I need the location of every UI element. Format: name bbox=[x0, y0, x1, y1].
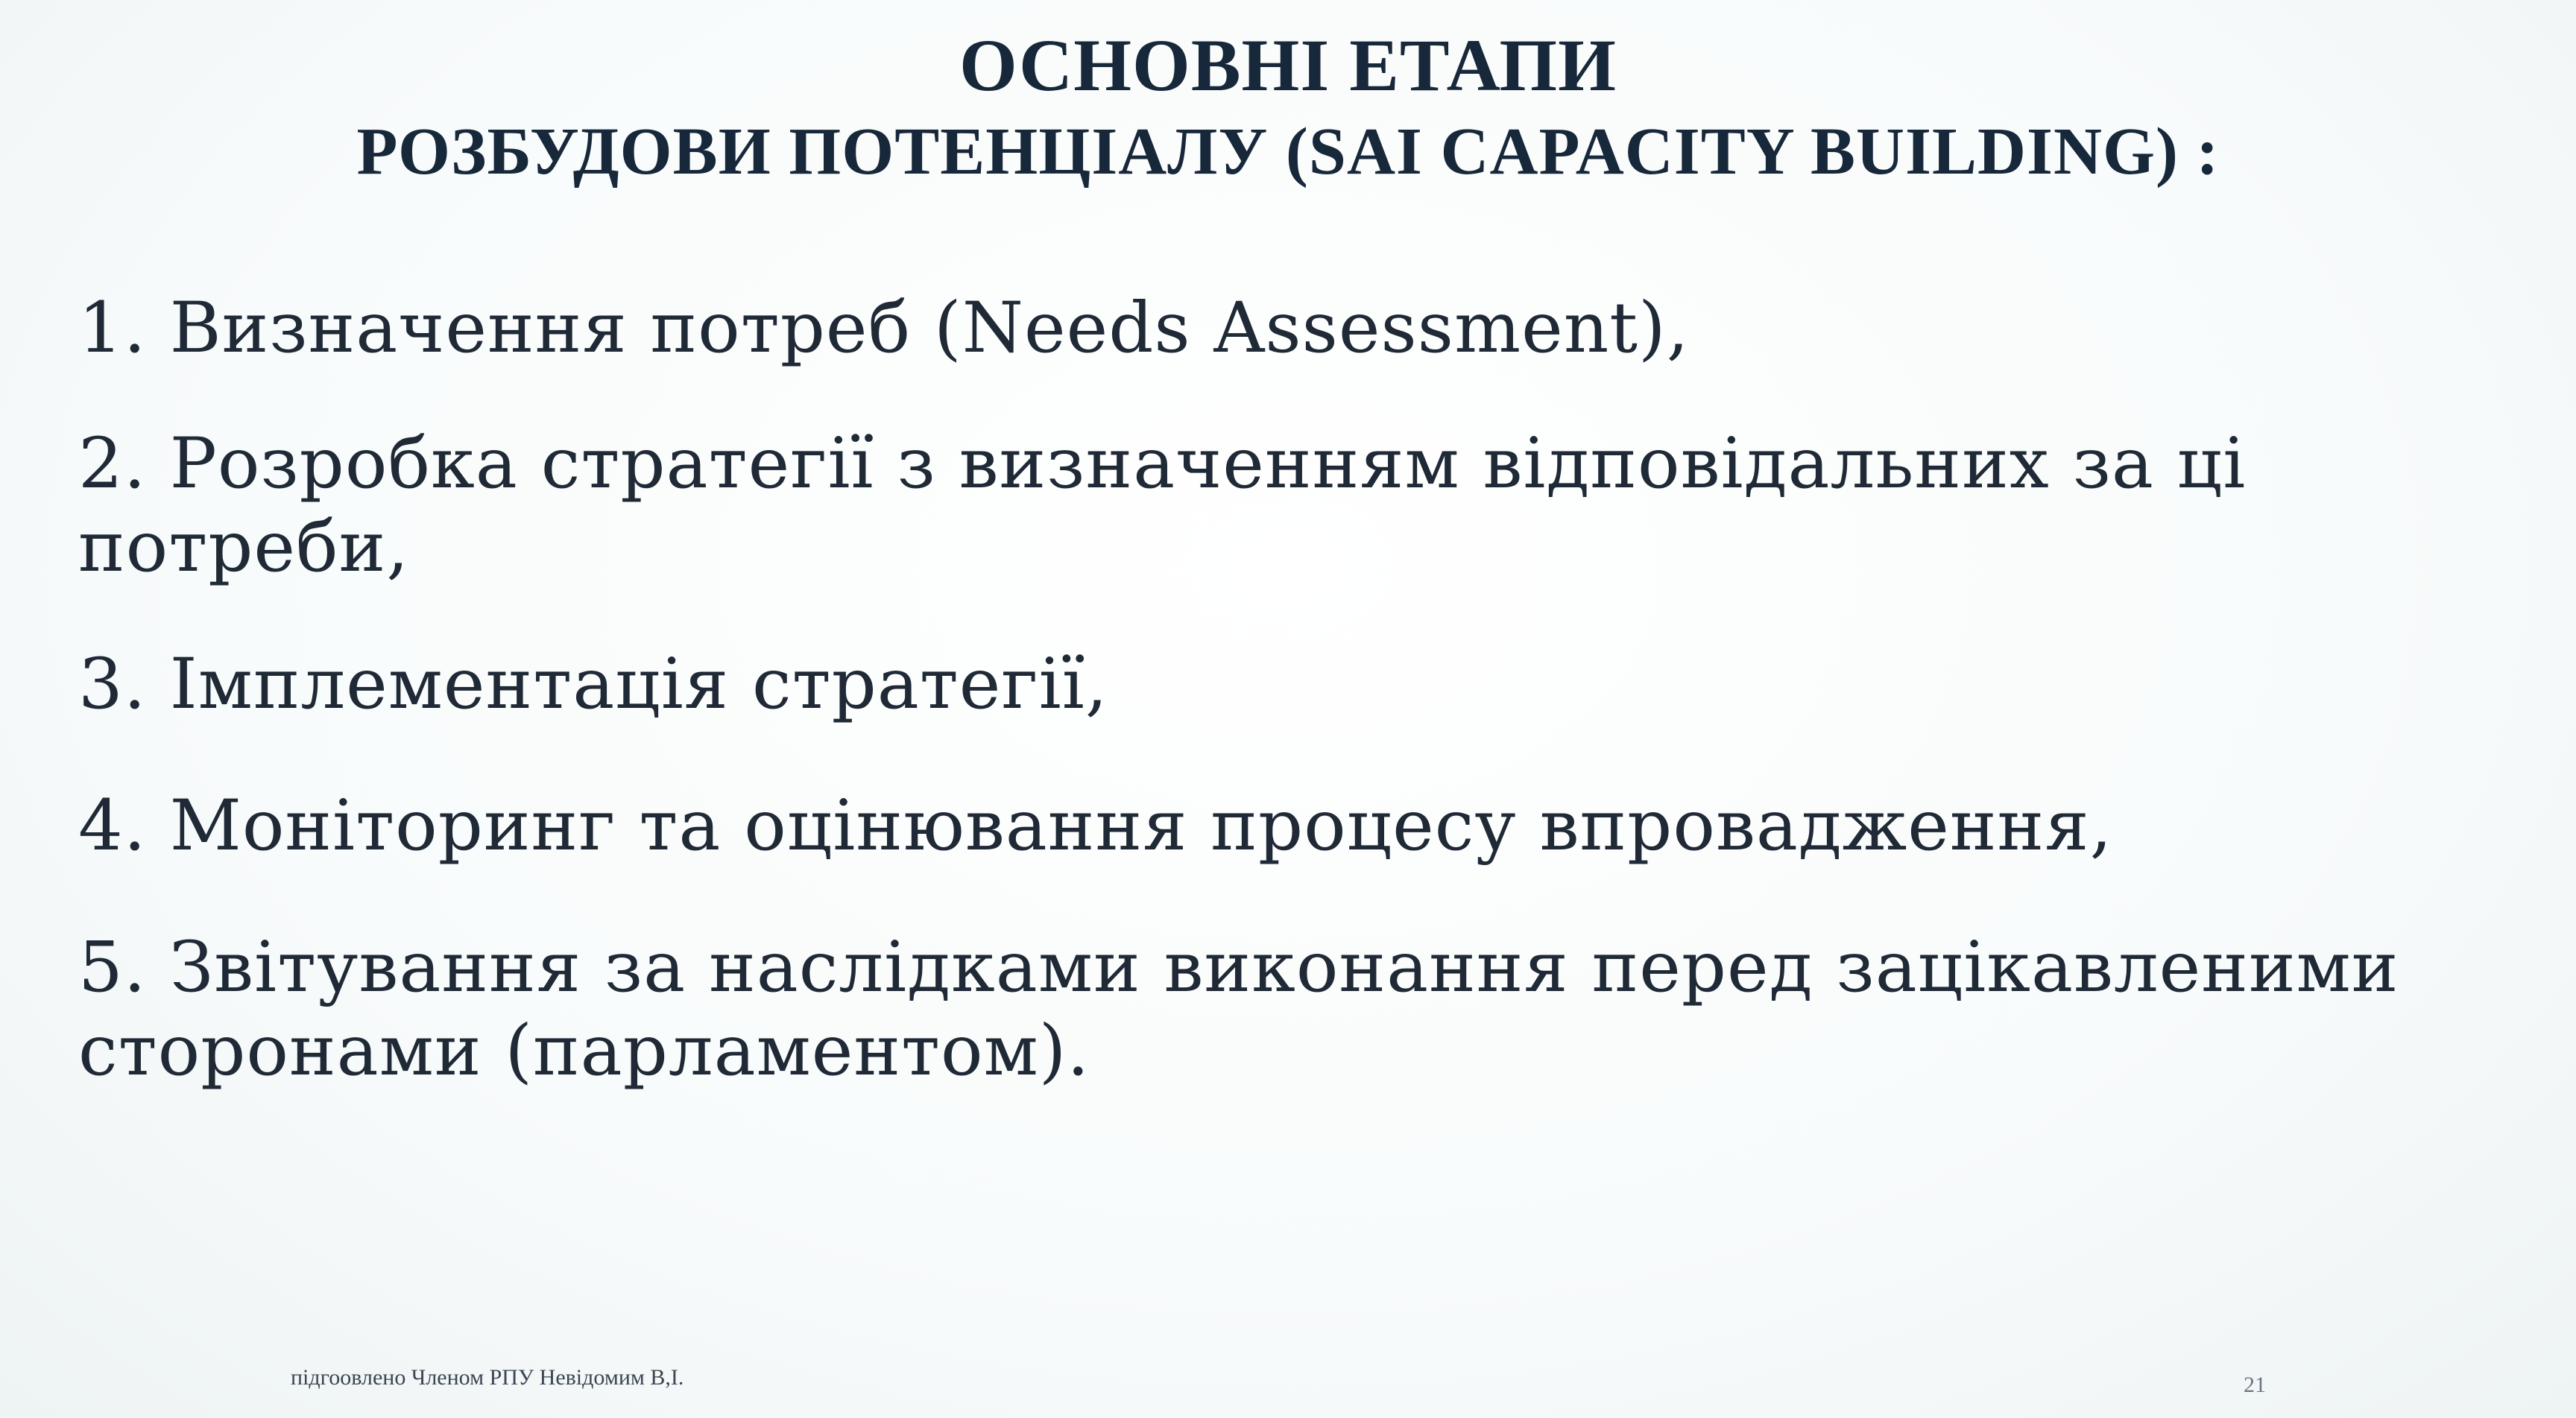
list-item: 1. Визначення потреб (Needs Assessment), bbox=[78, 288, 1690, 369]
list-item: 3. Імплементація стратегії, bbox=[78, 644, 1108, 725]
page-number: 21 bbox=[2244, 1373, 2266, 1397]
title-line-2: РОЗБУДОВИ ПОТЕНЦІАЛУ (SAI CAPACITY BUILDING) : bbox=[356, 115, 2220, 189]
stages-list bbox=[78, 287, 2493, 1151]
list-item: 2. Розробка стратегії з визначенням відповідальних за ці потреби, bbox=[78, 423, 2247, 588]
list-item: 5. Звітування за наслідками виконання перед зацікавленими сторонами (парламентом). bbox=[78, 927, 2399, 1092]
title-line-1: ОСНОВНІ ЕТАПИ bbox=[959, 24, 1617, 107]
list-item: 4. Моніторинг та оцінювання процесу впровадження, bbox=[78, 785, 2113, 867]
footer-note: підгоовлено Членом РПУ Невідомим В,І. bbox=[291, 1365, 684, 1390]
slide-title bbox=[0, 22, 2576, 195]
